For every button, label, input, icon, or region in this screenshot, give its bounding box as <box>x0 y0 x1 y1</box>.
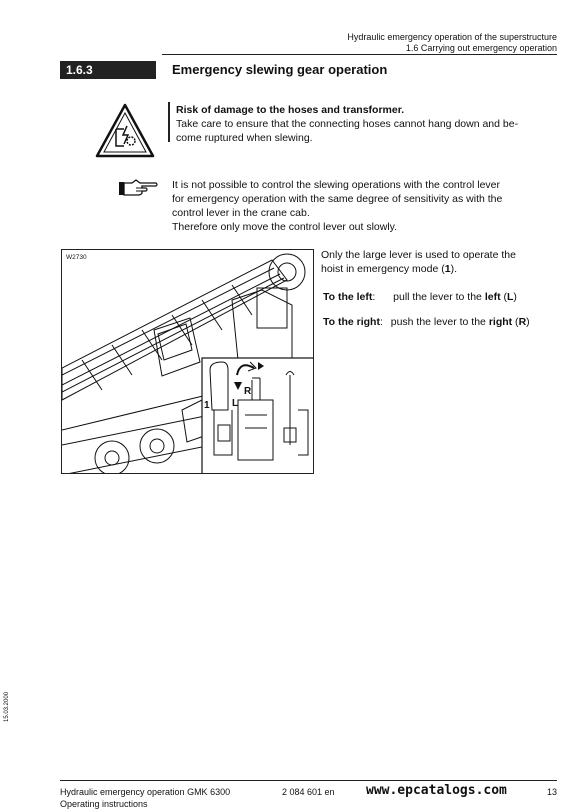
left-label: To the left <box>323 291 373 303</box>
right-label: To the right <box>323 316 380 328</box>
intro-lever-number: 1 <box>444 263 451 275</box>
label-lever-one: 1 <box>204 400 210 411</box>
caution-triangle-icon <box>94 102 156 160</box>
right-dir: right <box>488 316 513 328</box>
warning-title: Risk of damage to the hoses and transformer. <box>176 104 405 116</box>
note-line: control lever in the crane cab. <box>172 207 310 219</box>
header-section: 1.6 Carrying out emergency operation <box>405 43 557 53</box>
footer-subtitle: Operating instructions <box>60 799 148 809</box>
note-line: for emergency operation with the same degree of sensitivity as with the <box>172 193 503 205</box>
crane-drawing <box>62 250 314 474</box>
label-left: L <box>232 398 239 409</box>
left-text: pull the lever to the <box>393 291 482 303</box>
label-right: R <box>244 386 252 397</box>
footer-watermark[interactable]: www.epcatalogs.com <box>366 783 507 798</box>
footer-rule <box>60 780 557 781</box>
crane-illustration <box>61 249 314 474</box>
instruction-right: To the right: push the lever to the right (R) <box>323 316 530 328</box>
header-chapter: Hydraulic emergency operation of the superstructure <box>347 32 557 42</box>
header-rule <box>162 54 557 55</box>
instruction-left: To the left: pull the lever to the left (L) <box>323 291 517 303</box>
note-line: Therefore only move the control lever out slowly. <box>172 221 398 233</box>
intro-line-2: hoist in emergency mode (1). <box>321 263 457 275</box>
warning-text <box>176 117 556 145</box>
section-number: 1.6.3 <box>60 61 156 79</box>
warning-line: come ruptured when slewing. <box>176 132 313 144</box>
side-date: 15.03.2000 <box>4 691 10 722</box>
intro-line: Only the large lever is used to operate the <box>321 249 516 261</box>
warning-line: Take care to ensure that the connecting hoses cannot hang down and be- <box>176 118 519 130</box>
left-dir: left <box>484 291 501 303</box>
page-number: 13 <box>546 787 557 797</box>
note-line: It is not possible to control the slewing operations with the control lever <box>172 179 501 191</box>
figure-code: W2730 <box>66 254 87 261</box>
right-code: R <box>518 316 527 328</box>
right-text: push the lever to the <box>390 316 486 328</box>
note-text <box>172 178 557 234</box>
footer-doc-number: 2 084 601 en <box>282 787 335 797</box>
instruction-intro <box>321 248 557 276</box>
warning-bar <box>168 102 170 142</box>
pointing-hand-icon <box>118 178 158 198</box>
left-code: L <box>506 291 514 303</box>
section-title: Emergency slewing gear operation <box>172 62 388 77</box>
footer-title: Hydraulic emergency operation GMK 6300 <box>60 787 231 797</box>
